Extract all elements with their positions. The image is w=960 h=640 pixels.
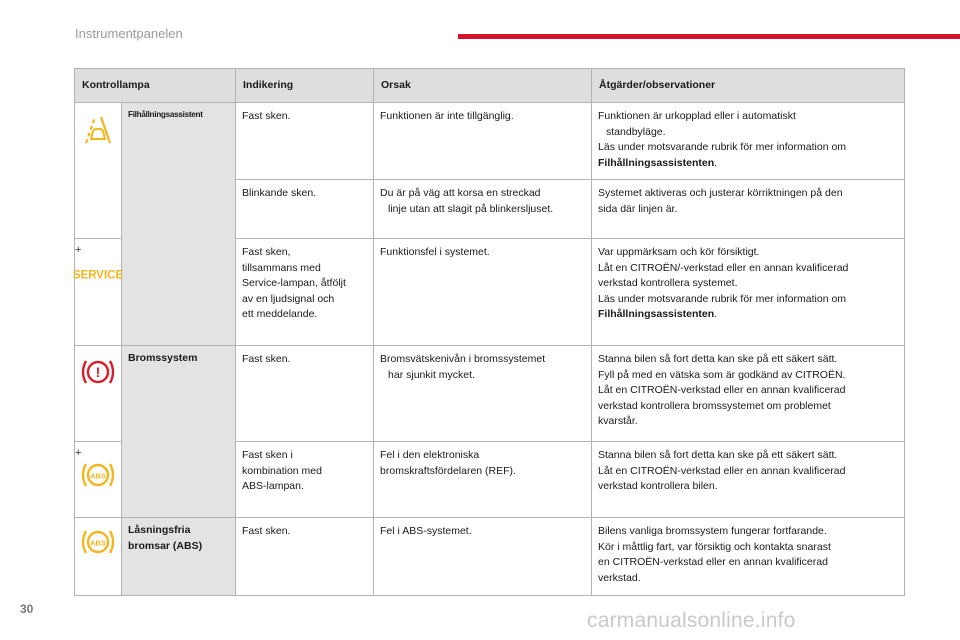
service-icon (72, 267, 124, 282)
svg-text:ABS: ABS (90, 471, 106, 481)
table-row (75, 103, 905, 180)
lane-assist-icon (82, 115, 114, 145)
warning-lamp-table (74, 68, 905, 596)
indikering-cell: Fast sken, tillsammans med Service-lampan, åtföljt av en ljudsignal och ett meddelande. (236, 239, 374, 346)
lamp-name-abs: Låsningsfria bromsar (ABS) (122, 518, 236, 596)
orsak-cell: Du är på väg att korsa en streckad linje utan att slagit på blinkersljuset. (374, 180, 592, 239)
header-orsak: Orsak (374, 69, 592, 103)
section-title: Instrumentpanelen (75, 26, 183, 41)
atgarder-cell: Stanna bilen så fort detta kan ske på ett säkert sätt. Låt en CITROËN-verkstad eller en annan kvalificerad verkstad kontrollera bilen. (592, 442, 905, 518)
plus-sign: + (75, 447, 82, 459)
indikering-cell: Fast sken. (236, 518, 374, 596)
indikering-cell: Fast sken. (236, 103, 374, 180)
lamp-name-bromssystem: Bromssystem (122, 346, 236, 518)
lamp-name-filhallningsassistent: Filhållningsassistent (122, 103, 236, 346)
header-kontrollampa: Kontrollampa (75, 69, 236, 103)
svg-text:ABS: ABS (90, 538, 106, 548)
table-row (75, 346, 905, 442)
svg-text:SERVICE: SERVICE (72, 269, 124, 282)
table-row (75, 518, 905, 596)
header-indikering: Indikering (236, 69, 374, 103)
watermark: carmanualsonline.info (587, 609, 796, 632)
table-header-row (75, 69, 905, 103)
orsak-cell: Fel i ABS-systemet. (374, 518, 592, 596)
page-number: 30 (20, 602, 34, 616)
atgarder-cell: Bilens vanliga bromssystem fungerar fortfarande. Kör i måttlig fart, var försiktig och kontakta snarast en CITROËN-verkstad eller en annan kvalificerad verkstad. (592, 518, 905, 596)
orsak-cell: Fel i den elektroniska bromskraftsfördelaren (REF). (374, 442, 592, 518)
brake-warning-icon (80, 356, 116, 388)
atgarder-cell: Var uppmärksam och kör försiktigt. Låt en CITROËN/-verkstad eller en annan kvalificerad verkstad kontrollera systemet. Läs under motsvarande rubrik för mer information om Filhållningsassistenten. (592, 239, 905, 346)
lamp-cell (75, 103, 122, 239)
abs-icon (80, 459, 116, 491)
orsak-cell: Bromsvätskenivån i bromssystemet har sjunkit mycket. (374, 346, 592, 442)
atgarder-cell: Systemet aktiveras och justerar körriktningen på den sida där linjen är. (592, 180, 905, 239)
indikering-cell: Blinkande sken. (236, 180, 374, 239)
lamp-cell (75, 346, 122, 442)
atgarder-cell: Funktionen är urkopplad eller i automatiskt standbyläge. Läs under motsvarande rubrik för mer information om Filhållningsassistenten. (592, 103, 905, 180)
plus-sign: + (75, 244, 82, 256)
lamp-cell (75, 518, 122, 596)
orsak-cell: Funktionen är inte tillgänglig. (374, 103, 592, 180)
svg-text:!: ! (95, 364, 101, 380)
atgarder-cell: Stanna bilen så fort detta kan ske på ett säkert sätt. Fyll på med en vätska som är godkänd av CITROËN. Låt en CITROËN-verkstad eller en annan kvalificerad verkstad kontrollera bromssystemet om problemet kvarstår. (592, 346, 905, 442)
indikering-cell: Fast sken i kombination med ABS-lampan. (236, 442, 374, 518)
lamp-cell (72, 239, 124, 346)
header-accent-bar (458, 34, 960, 39)
header-atgarder: Åtgärder/observationer (592, 69, 905, 103)
lamp-cell (75, 442, 122, 518)
abs-icon (80, 526, 116, 558)
indikering-cell: Fast sken. (236, 346, 374, 442)
orsak-cell: Funktionsfel i systemet. (374, 239, 592, 346)
